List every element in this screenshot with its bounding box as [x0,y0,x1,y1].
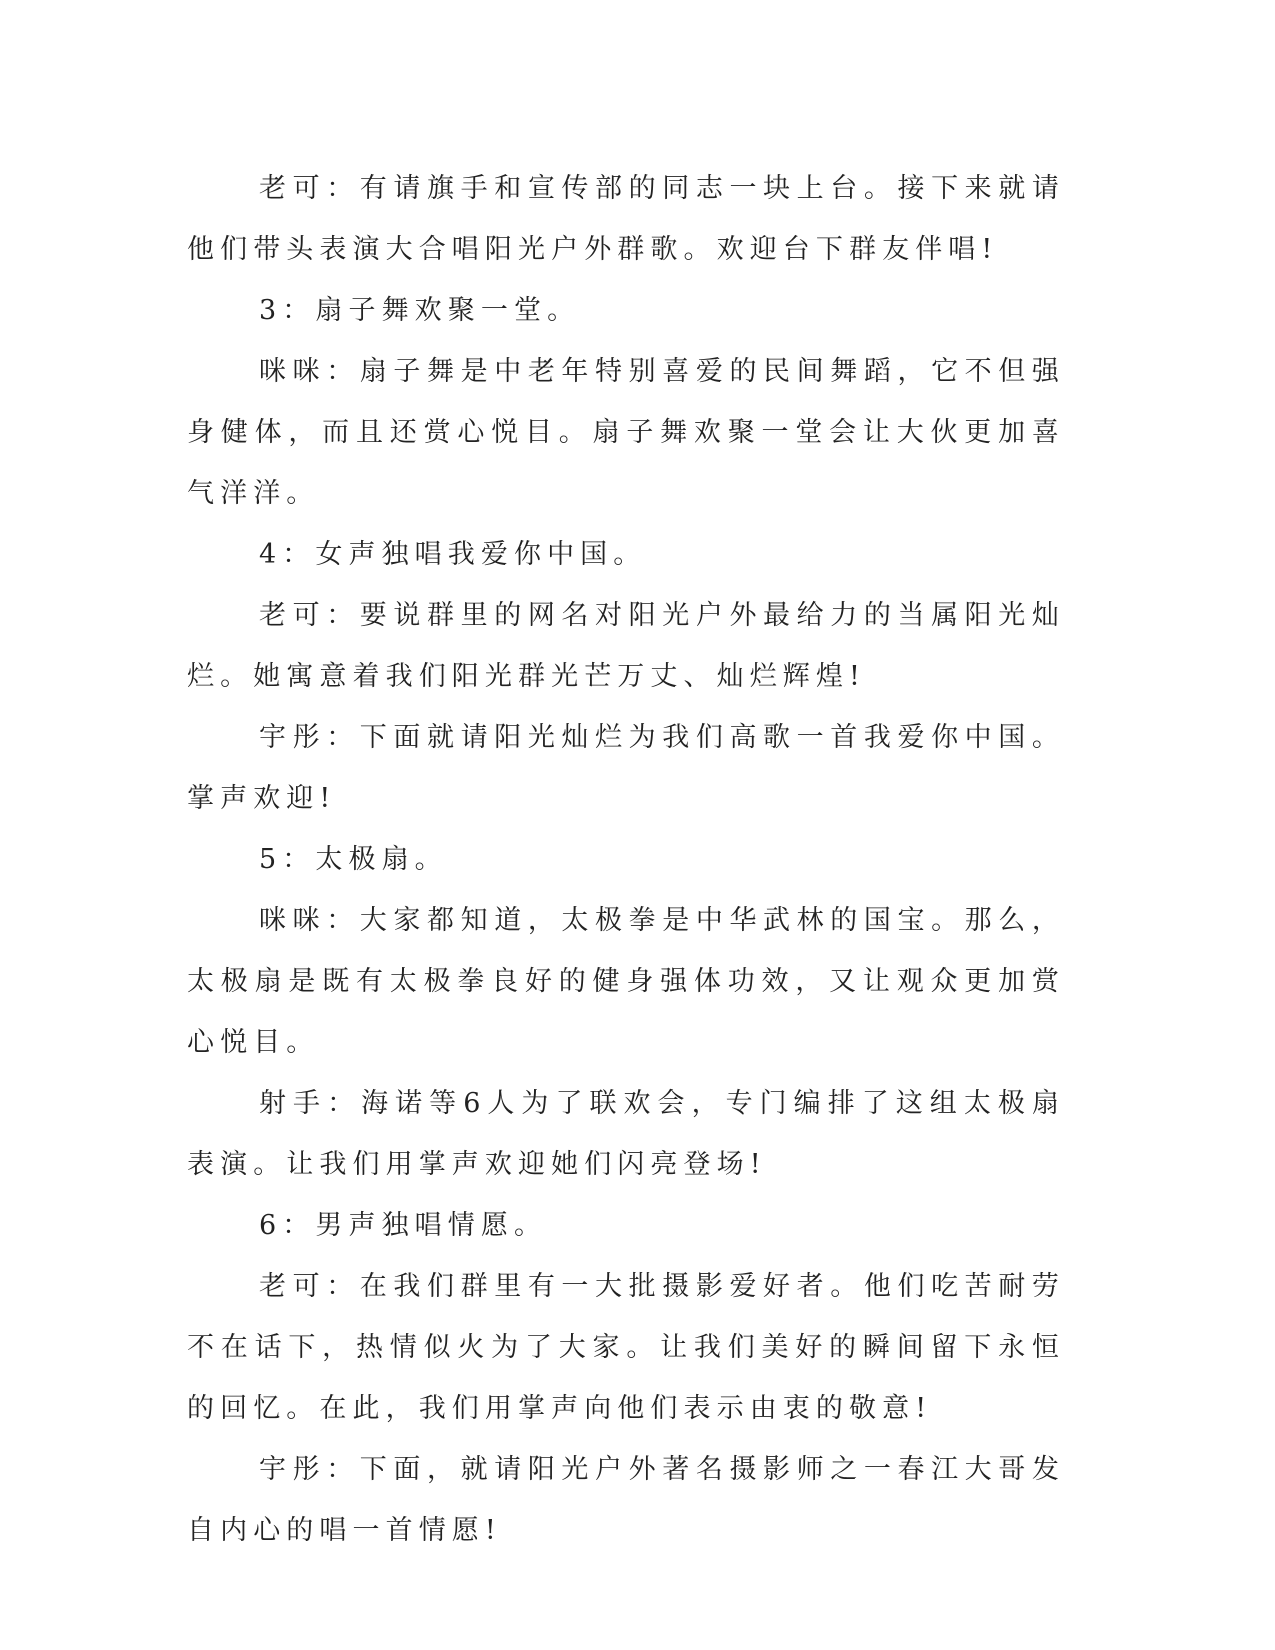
paragraph-song-welcome: 宇彤：下面就请阳光灿烂为我们高歌一首我爱你中国。掌声欢迎! [187,722,1065,814]
paragraph-sunshine-intro: 老可：要说群里的网名对阳光户外最给力的当属阳光灿烂。她寓意着我们阳光群光芒万丈、灿烂辉煌! [187,600,1065,692]
program-item-6-title: 6：男声独唱情愿。 [259,1210,548,1241]
paragraph-photographers-tribute: 老可：在我们群里有一大批摄影爱好者。他们吃苦耐劳不在话下，热情似火为了大家。让我们美好的瞬间留下永恒的回忆。在此，我们用掌声向他们表示由衷的敬意! [187,1271,1065,1424]
paragraph-fan-dance-intro: 咪咪：扇子舞是中老年特别喜爱的民间舞蹈，它不但强身健体，而且还赏心悦目。扇子舞欢聚一堂会让大伙更加喜气洋洋。 [187,356,1065,509]
paragraph-taiji-fan-intro: 咪咪：大家都知道，太极拳是中华武林的国宝。那么，太极扇是既有太极拳良好的健身强体功效，又让观众更加赏心悦目。 [187,905,1065,1058]
program-item-5-title: 5：太极扇。 [259,844,448,875]
program-item-3-title: 3：扇子舞欢聚一堂。 [259,295,581,326]
paragraph-taiji-fan-welcome: 射手：海诺等6人为了联欢会，专门编排了这组太极扇表演。让我们用掌声欢迎她们闪亮登场! [187,1088,1065,1180]
document-body [187,158,1065,1561]
program-item-4-title: 4：女声独唱我爱你中国。 [259,539,647,570]
paragraph-solo-song-intro: 宇彤：下面，就请阳光户外著名摄影师之一春江大哥发自内心的唱一首情愿! [187,1454,1065,1546]
paragraph-flag-team-chorus: 老可：有请旗手和宣传部的同志一块上台。接下来就请他们带头表演大合唱阳光户外群歌。欢迎台下群友伴唱! [187,173,1065,265]
